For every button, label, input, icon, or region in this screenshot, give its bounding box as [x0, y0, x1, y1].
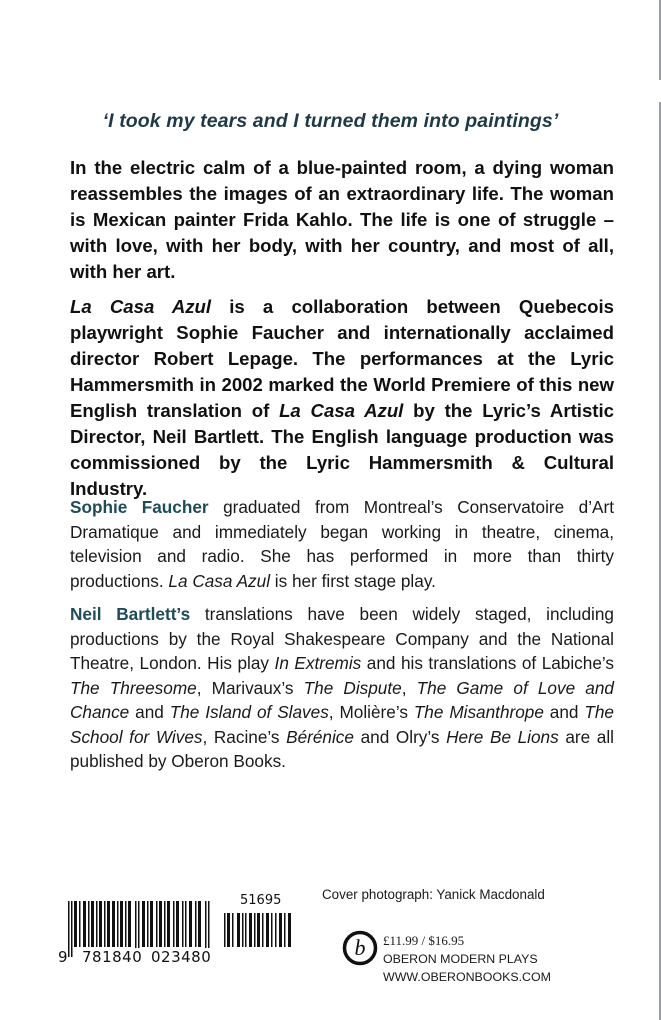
price: £11.99 / $16.95: [383, 933, 465, 948]
bio-bartlett: Neil Bartlett’s translations have been widely staged, including productions by the Royal Shakespeare Company and the National Theatre, London. His play In Extremis and his translations of Labiche’s The Threesome, Marivaux’s The Dispute, The Game of Love and Chance and The Island of Slaves, Molière’s The Misanthrope and The School for Wives, Racine’s Bérénice and Olry’s Here Be Lions are all published by Oberon Books.: [70, 604, 614, 771]
publisher-info: [383, 932, 551, 986]
price-addon-number: 51695: [240, 893, 282, 908]
isbn-group-1: 781840: [82, 948, 143, 966]
play-title: La Casa Azul: [70, 296, 212, 317]
translator-name: Neil Bartlett’s: [70, 604, 191, 624]
author-bios: [70, 495, 614, 783]
bio-faucher: Sophie Faucher graduated from Montreal’s Conservatoire d’Art Dramatique and immediately began working in theatre, cinema, television and radio. She has performed in more than thirty productions. La Casa Azul is her first stage play.: [70, 497, 615, 591]
blurb: [70, 155, 614, 511]
blurb-paragraph-1: In the electric calm of a blue-painted room, a dying woman reassembles the images of an extraordinary life. The woman is Mexican painter Frida Kahlo. The life is one of struggle – with love, with her body, with her country, and most of all, with her art.: [70, 157, 614, 282]
publisher-website: WWW.OBERONBOOKS.COM: [383, 970, 551, 984]
pull-quote: ‘I took my tears and I turned them into paintings’: [102, 110, 559, 132]
series-name: OBERON MODERN PLAYS: [383, 952, 538, 966]
isbn-lead-digit: 9: [58, 948, 68, 966]
author-name: Sophie Faucher: [70, 497, 209, 517]
play-title: La Casa Azul: [279, 400, 404, 421]
svg-text:b: b: [354, 935, 366, 960]
isbn-group-2: 023480: [151, 948, 212, 966]
price-addon-barcode: [224, 913, 294, 947]
cover-photo-credit: Cover photograph: Yanick Macdonald: [322, 887, 545, 902]
oberon-logo-icon: [342, 930, 378, 966]
blurb-paragraph-2: La Casa Azul is a collaboration between Quebecois playwright Sophie Faucher and internationally acclaimed director Robert Lepage. The performances at the Lyric Hammersmith in 2002 marked the World Premiere of this new English translation of La Casa Azul by the Lyric’s Artistic Director, Neil Bartlett. The English language production was commissioned by the Lyric Hammersmith & Cultural Industry.: [70, 296, 614, 499]
